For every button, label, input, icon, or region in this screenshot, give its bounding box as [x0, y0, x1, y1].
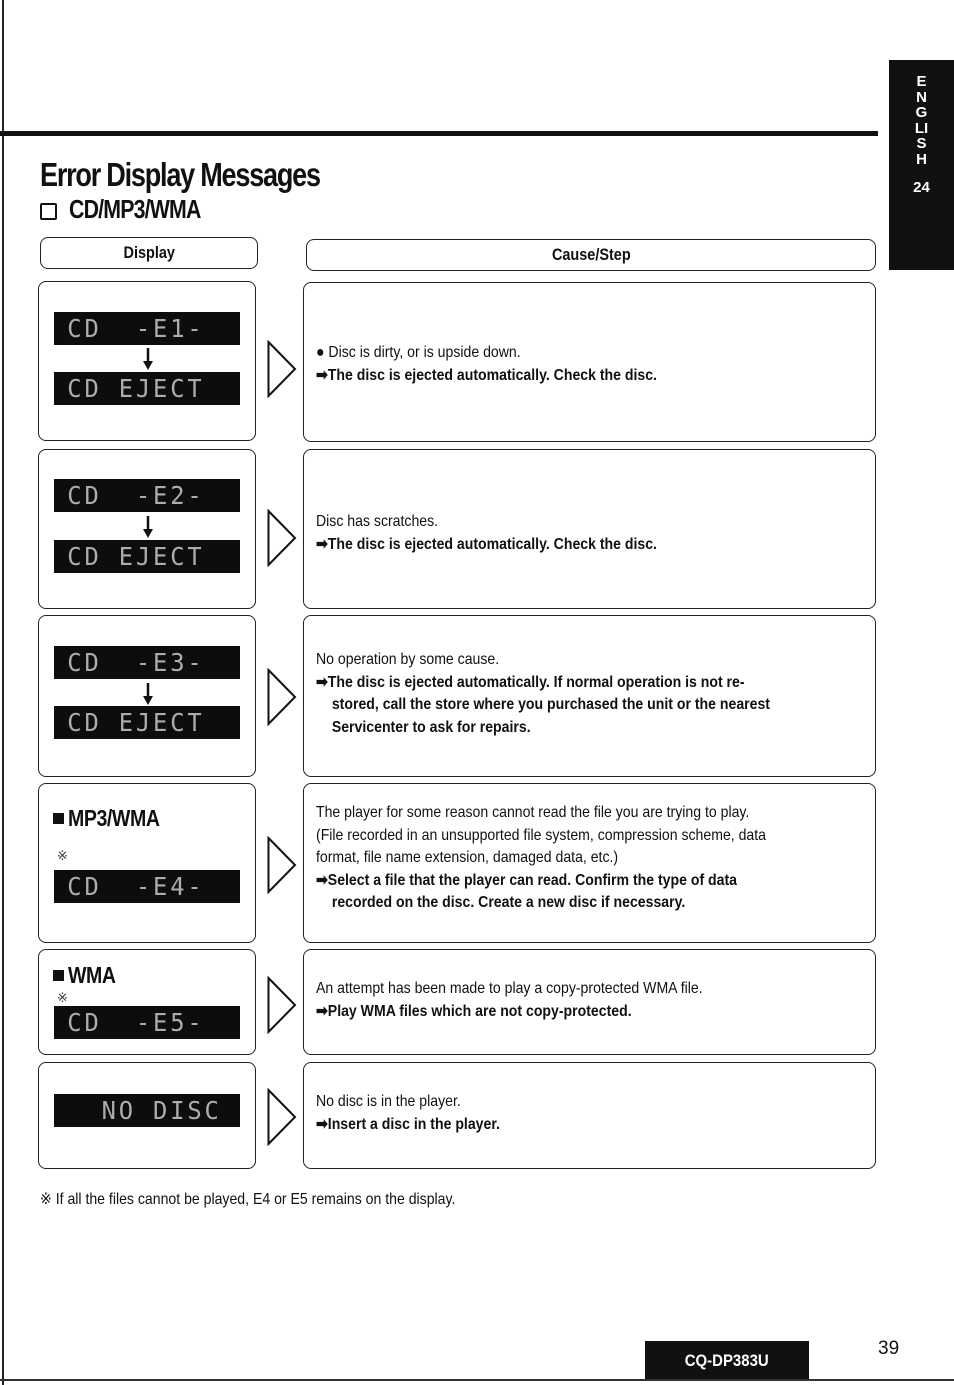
- display-cell-e4: [38, 783, 256, 943]
- step-text: ➡The disc is ejected automatically. Check the disc.: [316, 535, 657, 553]
- cause-text: Disc has scratches.: [316, 513, 439, 530]
- step-text: ➡The disc is ejected automatically. If normal operation is not re-: [316, 673, 745, 691]
- square-bullet-icon: [53, 970, 64, 981]
- right-triangle-icon: [267, 340, 297, 398]
- cause-text: No disc is in the player.: [316, 1093, 461, 1110]
- lcd-display: CD EJECT: [54, 540, 240, 573]
- lcd-display: CD -E3-: [54, 646, 240, 679]
- language-label: ENGLISH: [914, 73, 929, 168]
- format-label: WMA: [53, 962, 124, 989]
- cause-column-header: Cause/Step: [306, 239, 876, 271]
- step-text: ➡Play WMA files which are not copy-protected.: [316, 1002, 632, 1020]
- cause-cell-no-disc: [303, 1062, 876, 1169]
- cause-cell-e3: [303, 615, 876, 777]
- step-text: Servicenter to ask for repairs.: [331, 718, 531, 736]
- page-title: Error Display Messages: [40, 156, 320, 193]
- lcd-display: CD -E5-: [54, 1006, 240, 1039]
- cause-cell-e5: [303, 949, 876, 1055]
- step-text: ➡Insert a disc in the player.: [316, 1115, 500, 1133]
- display-cell-e3: [38, 615, 256, 777]
- footer-rule: [0, 1379, 954, 1381]
- down-arrow-icon: [142, 683, 154, 705]
- page-left-edge: [2, 0, 4, 1385]
- step-text: ➡Select a file that the player can read. Confirm the type of data: [316, 871, 738, 889]
- lcd-display: CD -E2-: [54, 479, 240, 512]
- cause-text: An attempt has been made to play a copy-protected WMA file.: [316, 980, 703, 997]
- cause-cell-e4: [303, 783, 876, 943]
- format-label: MP3/WMA: [53, 805, 176, 832]
- step-text: recorded on the disc. Create a new disc if necessary.: [331, 894, 686, 911]
- subtitle-text: CD/MP3/WMA: [69, 194, 201, 224]
- right-triangle-icon: [267, 509, 297, 567]
- step-text: stored, call the store where you purchased the unit or the nearest: [331, 696, 770, 713]
- display-cell-no-disc: [38, 1062, 256, 1169]
- right-triangle-icon: [267, 836, 297, 894]
- display-cell-e1: [38, 281, 256, 441]
- square-bullet-icon: [53, 813, 64, 824]
- section-subtitle: [40, 194, 229, 225]
- model-number-badge: CQ-DP383U: [645, 1341, 809, 1379]
- note-mark: ※: [57, 848, 68, 863]
- section-page-number: 24: [913, 179, 930, 196]
- down-arrow-icon: [142, 348, 154, 370]
- cause-cell-e1: [303, 282, 876, 442]
- right-triangle-icon: [267, 668, 297, 726]
- lcd-display: NO DISC: [54, 1094, 240, 1127]
- display-cell-e2: [38, 449, 256, 609]
- cause-cell-e2: [303, 449, 876, 609]
- right-triangle-icon: [267, 1088, 297, 1146]
- page-number: 39: [878, 1338, 900, 1359]
- language-tab: [889, 60, 954, 270]
- lcd-display: CD EJECT: [54, 706, 240, 739]
- cause-text: No operation by some cause.: [316, 651, 500, 668]
- note-mark: ※: [57, 990, 68, 1005]
- lcd-display: CD EJECT: [54, 372, 240, 405]
- cause-text: format, file name extension, damaged data, etc.): [316, 849, 619, 866]
- header-rule: [0, 131, 878, 136]
- display-column-header: Display: [40, 237, 258, 269]
- right-triangle-icon: [267, 976, 297, 1034]
- square-bullet-icon: [40, 203, 57, 220]
- lcd-display: CD -E4-: [54, 870, 240, 903]
- footnote: ※ If all the files cannot be played, E4 or E5 remains on the display.: [40, 1191, 456, 1208]
- cause-text: (File recorded in an unsupported file system, compression scheme, data: [316, 826, 766, 844]
- cause-text: The player for some reason cannot read the file you are trying to play.: [316, 804, 750, 821]
- display-cell-e5: [38, 949, 256, 1055]
- lcd-display: CD -E1-: [54, 312, 240, 345]
- step-text: ➡The disc is ejected automatically. Check the disc.: [316, 366, 657, 384]
- down-arrow-icon: [142, 516, 154, 538]
- cause-text: ● Disc is dirty, or is upside down.: [316, 344, 521, 361]
